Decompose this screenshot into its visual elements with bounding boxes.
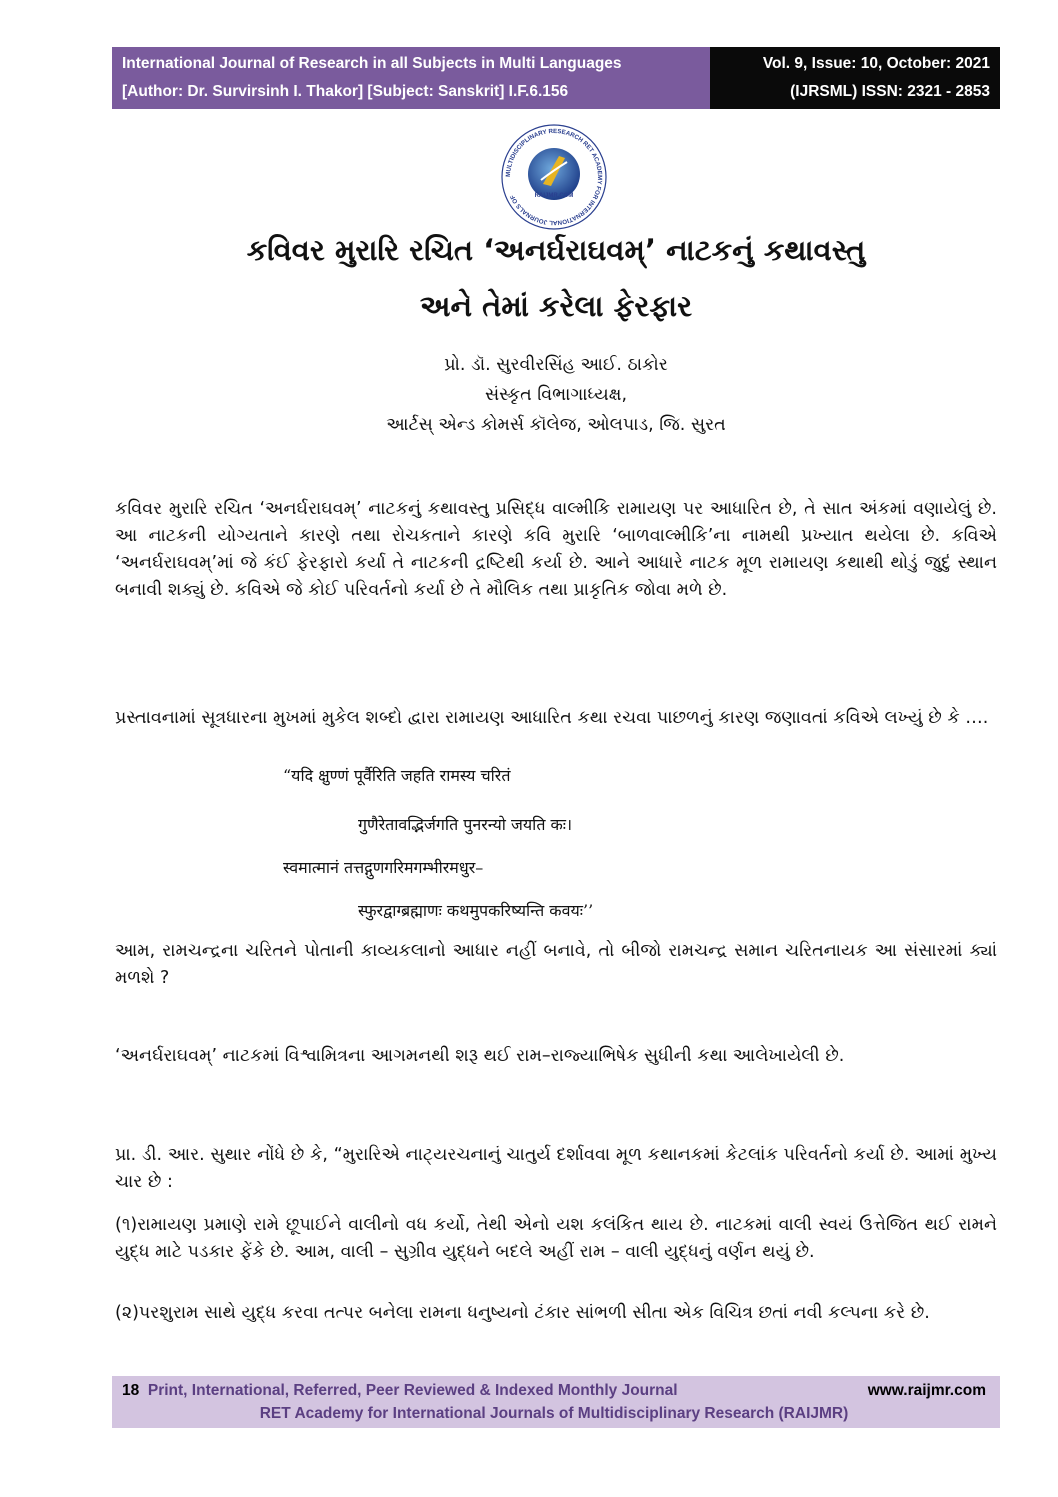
article-title bbox=[112, 222, 1000, 334]
author-institution: આર્ટસ્ એન્ડ કોમર્સ કૉલેજ, ઓલપાડ, જિ. સુરત bbox=[386, 415, 726, 435]
author-block bbox=[112, 350, 1000, 440]
header-journal-name: International Journal of Research in all Subjects in Multi Languages bbox=[122, 55, 622, 72]
logo-center-text: RAIJMR.COM bbox=[534, 193, 574, 199]
body-paragraph-2: પ્રસ્તાવનામાં સૂત્રધારના મુખમાં મુકેલ શબ્દો દ્વારા રામાયણ આધારિત કથા રચવા પાછળનું કારણ જણાવતાં કવિએ લખ્યું છે કે …. bbox=[115, 708, 989, 728]
author-designation: સંસ્કૃત વિભાગાધ્યક્ષ, bbox=[484, 385, 628, 405]
page-footer bbox=[112, 1376, 1000, 1428]
sanskrit-verse-line-2: गुणैरेतावद्भिर्जगति पुनरन्यो जयति कः। bbox=[358, 815, 573, 834]
author-name: પ્રો. ડૉ. સુરવીરસિંહ આઈ. ઠાકોર bbox=[444, 355, 668, 375]
logo-ring-text: MULTIDISCIPLINARY RESEARCH RET ACADEMY FOR INTERNATIONAL JOURNALS OF bbox=[504, 127, 604, 227]
footer-website-link[interactable]: www.raijmr.com bbox=[867, 1382, 986, 1399]
body-paragraph-3: આમ, રામચન્દ્રના ચરિતને પોતાની કાવ્યકલાનો આધાર નહીં બનાવે, તો બીજો રામચન્દ્ર સમાન ચરિતનાયક આ સંસારમાં ક્યાં મળશે ? bbox=[115, 941, 997, 988]
list-item-2: (૨)પરશુરામ સાથે યુદ્ધ કરવા તત્પર બનેલા રામના ધનુષ્યનો ટંકાર સાંભળી સીતા એક વિચિત્ર છતાં નવી કલ્પના કરે છે. bbox=[115, 1303, 930, 1323]
header-journal-info bbox=[112, 47, 710, 109]
header-issn: (IJRSML) ISSN: 2321 - 2853 bbox=[790, 83, 990, 100]
body-paragraph-5: પ્રા. ડી. આર. સુથાર નોંધે છે કે, “મુરારિએ નાટ્યરચનાનું ચાતુર્ય દર્શાવવા મૂળ કથાનકમાં કેટલાંક પરિવર્તનો કર્યા છે. આમાં મુખ્ય ચાર છે : bbox=[115, 1145, 997, 1192]
sanskrit-verse-line-1: “यदि क्षुण्णं पूर्वैरिति जहति रामस्य चरितं bbox=[283, 766, 511, 785]
list-item-1: (૧)રામાયણ પ્રમાણે રામે છૂપાઈને વાલીનો વધ કર્યો, તેથી એનો યશ કલંકિત થાય છે. નાટકમાં વાલી સ્વયં ઉત્તેજિત થઈ રામને યુદ્ધ માટે પડકાર ફેંકે છે. આમ, વાલી – સુગ્રીવ યુદ્ધને બદલે અહીં રામ – વાલી યુદ્ધનું વર્ણન થયું છે. bbox=[115, 1215, 997, 1262]
page-number: 18 bbox=[122, 1382, 140, 1399]
title-line-2: અને તેમાં કરેલા ફેરફાર bbox=[419, 289, 693, 323]
header-author-subject: [Author: Dr. Survirsinh I. Thakor] [Subject: Sanskrit] I.F.6.156 bbox=[122, 83, 569, 100]
body-paragraph-1: કવિવર મુરારિ રચિત ‘અનર્ઘરાઘવમ્’ નાટકનું કથાવસ્તુ પ્રસિદ્ધ વાલ્મીકિ રામાયણ પર આધારિત છે, તે સાત અંકમાં વણાયેલું છે. આ નાટકની યોગ્યતાને કારણે તથા રોચકતાને કારણે કવિ મુરારિ ‘બાળવાલ્મીકિ’ના નામથી પ્રખ્યાત થયેલા છે. કવિએ ‘અનર્ઘરાઘવમ્’માં જે કંઈ ફેરફારો કર્યા તે નાટકની દ્રષ્ટિથી કર્યા છે. આને આધારે નાટક મૂળ રામાયણ કથાથી થોડું જુદું સ્થાન બનાવી શક્યું છે. કવિએ જે કોઈ પરિવર્તનો કર્યા છે તે મૌલિક તથા પ્રાકૃતિક જોવા મળે છે. bbox=[115, 499, 997, 600]
sanskrit-verse-line-3: स्वमात्मानं तत्तद्गुणगरिमगम्भीरमधुर– bbox=[283, 858, 484, 877]
footer-publisher: RET Academy for International Journals of Multidisciplinary Research (RAIJMR) bbox=[259, 1405, 849, 1422]
header-volume-issue: Vol. 9, Issue: 10, October: 2021 bbox=[762, 55, 990, 72]
raijmr-logo bbox=[499, 122, 609, 232]
header-issue-info bbox=[710, 47, 1000, 109]
sanskrit-verse-line-4: स्फुरद्वाग्ब्रह्माणः कथमुपकरिष्यन्ति कवयः’’ bbox=[358, 901, 594, 920]
footer-journal-description: Print, International, Referred, Peer Reviewed & Indexed Monthly Journal bbox=[147, 1382, 678, 1399]
body-paragraph-4: ‘અનર્ઘરાઘવમ્’ નાટકમાં વિશ્વામિત્રના આગમનથી શરૂ થઈ રામ–રાજ્યાભિષેક સુધીની કથા આલેખાયેલી છે. bbox=[115, 1046, 845, 1066]
title-line-1: કવિવર મુરારિ રચિત ‘અનર્ઘરાઘવમ્’ નાટકનું કથાવસ્તુ bbox=[246, 233, 866, 267]
